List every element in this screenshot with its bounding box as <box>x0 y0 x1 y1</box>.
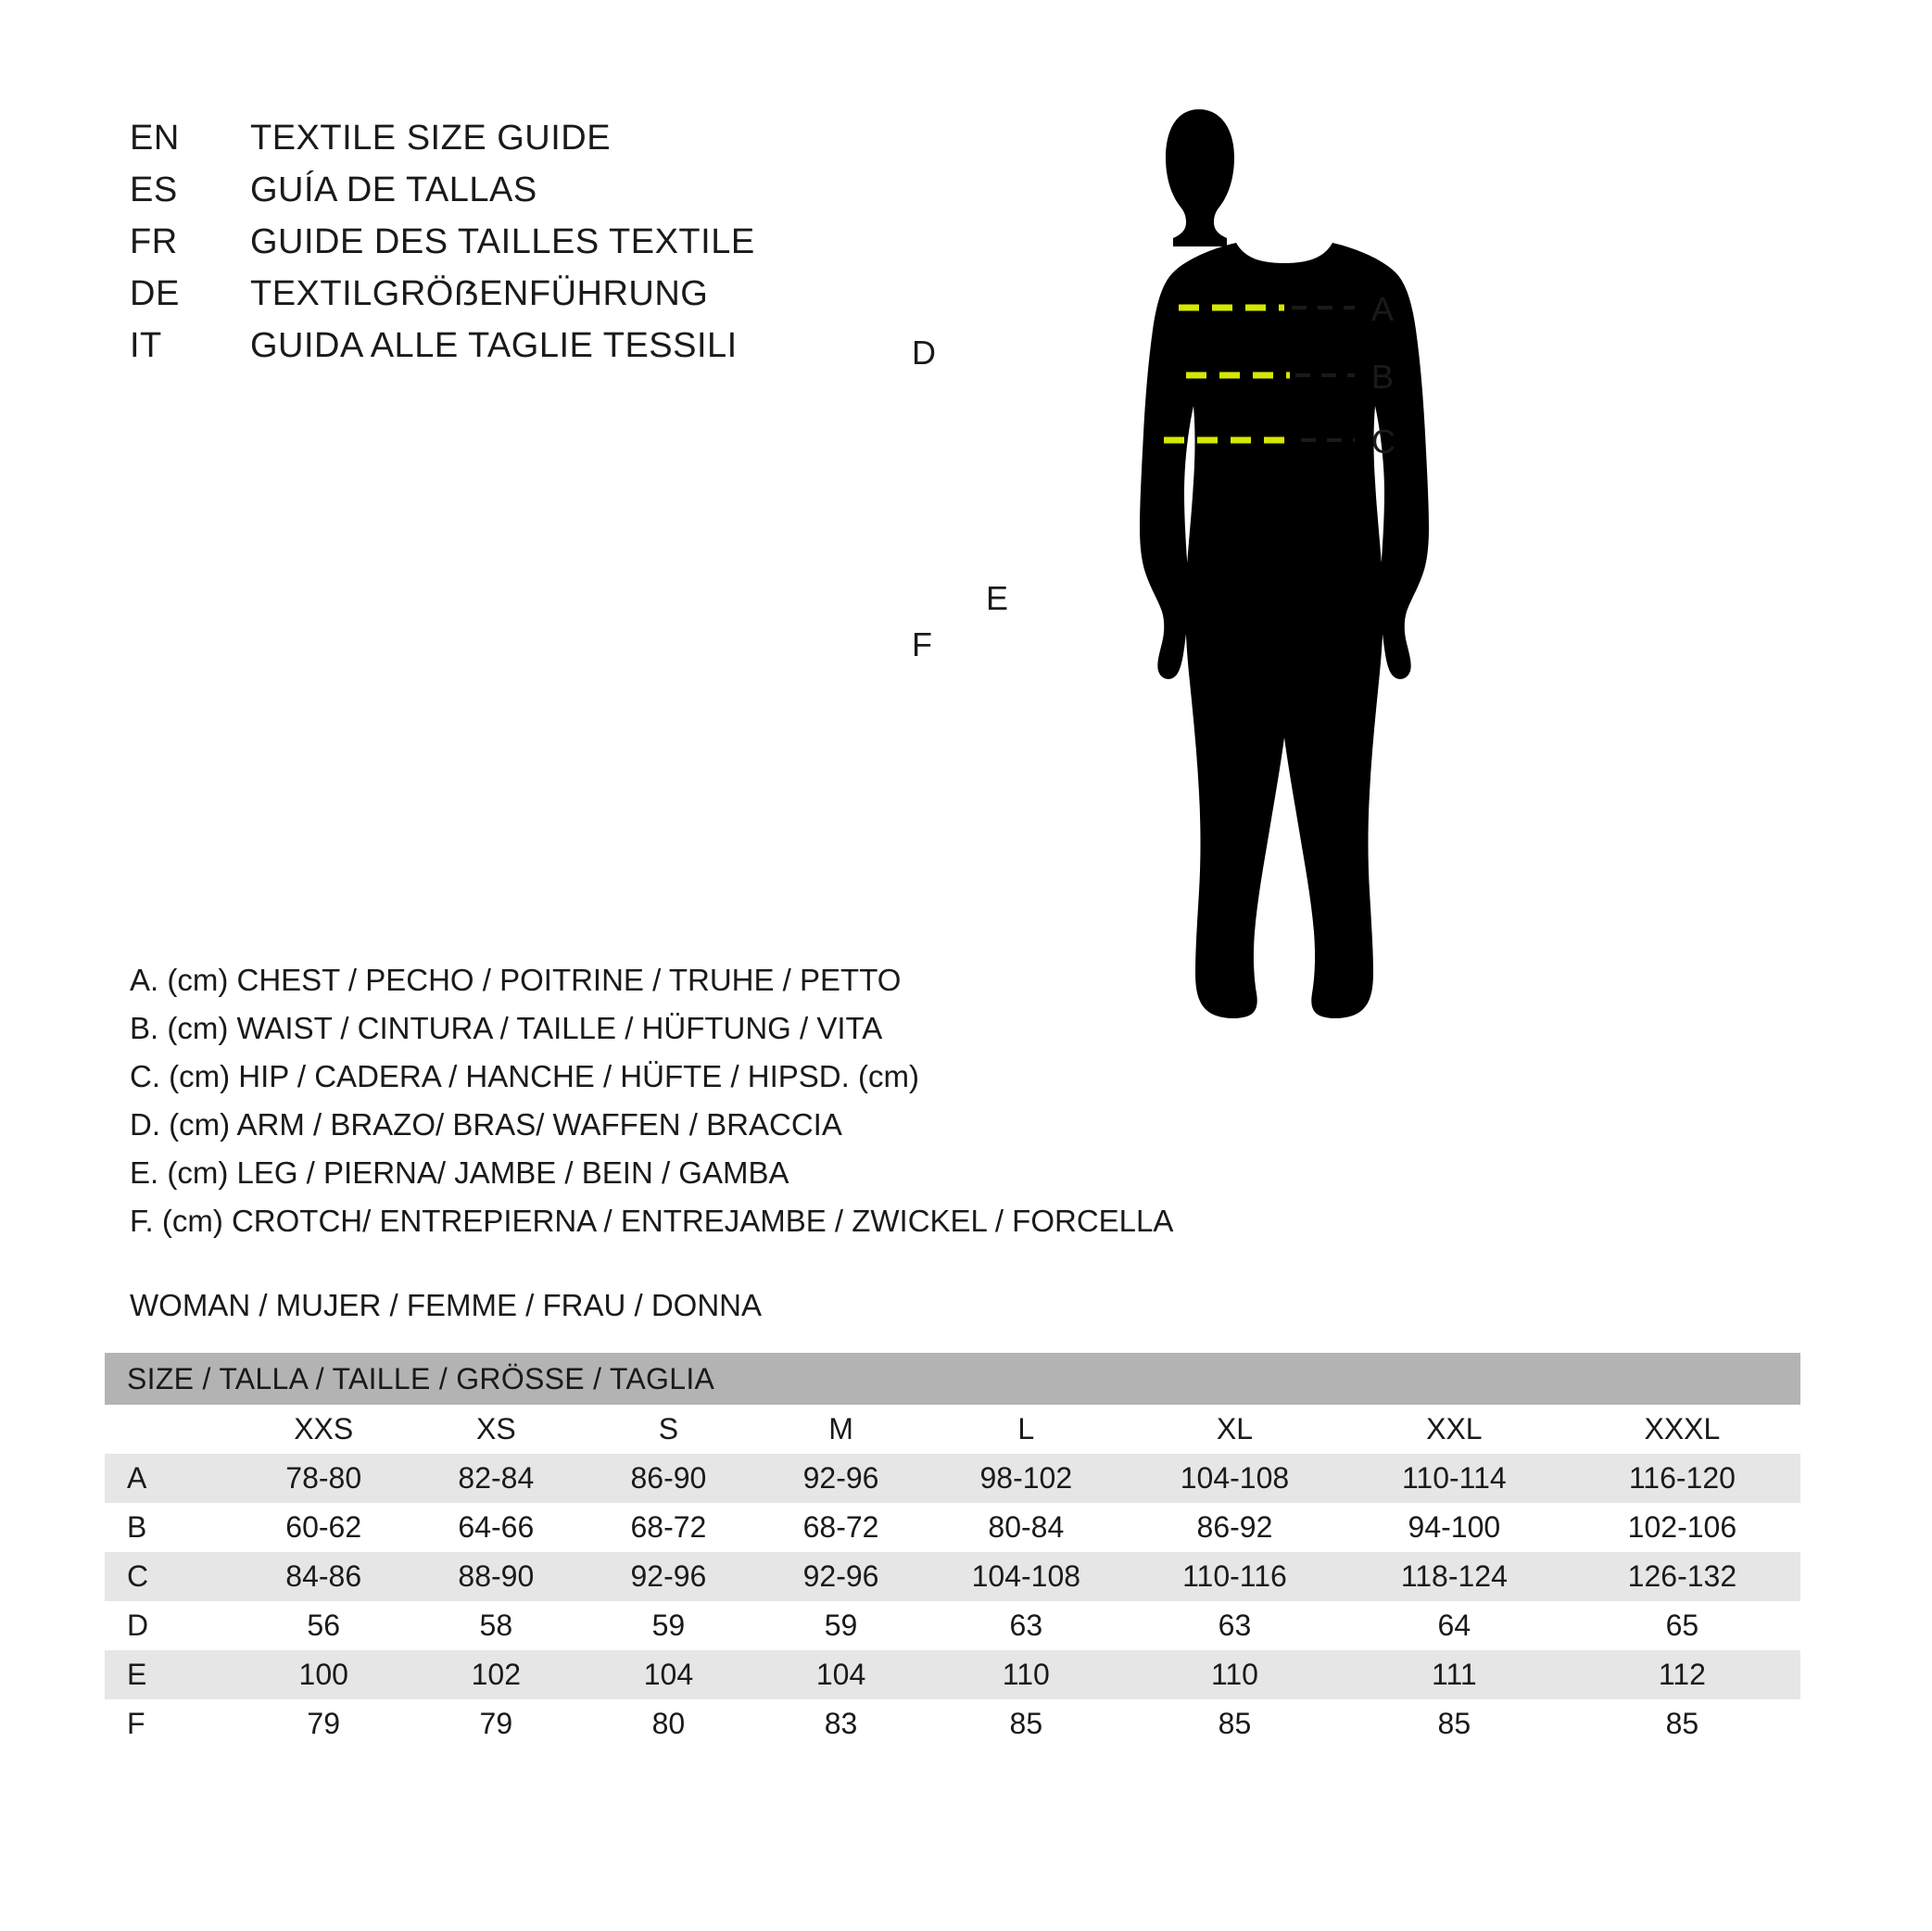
cell-b-l: 80-84 <box>988 1510 1065 1544</box>
cell-f-s: 80 <box>651 1707 686 1740</box>
cell-d-xs: 58 <box>479 1609 513 1642</box>
language-title-block <box>130 119 852 378</box>
cell-c-l: 104-108 <box>971 1559 1081 1593</box>
legend-item-f: F. (cm) CROTCH/ ENTREPIERNA / ENTREJAMBE / ZWICKEL / FORCELLA <box>130 1204 1174 1238</box>
cell-c-xxxl: 126-132 <box>1627 1559 1737 1593</box>
cell-d-xxxl: 65 <box>1665 1609 1699 1642</box>
cell-f-xs: 79 <box>479 1707 513 1740</box>
table-header-xs: XS <box>410 1405 582 1454</box>
cell-c-xl: 110-116 <box>1182 1559 1287 1593</box>
cell-c-xs: 88-90 <box>458 1559 535 1593</box>
language-title-fr: GUIDE DES TAILLES TEXTILE <box>250 222 755 261</box>
language-code-en: EN <box>130 119 180 158</box>
language-code-it: IT <box>130 326 162 365</box>
language-row <box>130 222 852 274</box>
cell-b-xxxl: 102-106 <box>1627 1510 1737 1544</box>
language-title-it: GUIDA ALLE TAGLIE TESSILI <box>250 326 738 365</box>
row-label-b: B <box>127 1510 147 1544</box>
cell-b-xs: 64-66 <box>458 1510 535 1544</box>
language-code-de: DE <box>130 274 180 313</box>
cell-a-s: 86-90 <box>630 1461 707 1495</box>
cell-e-xxs: 100 <box>298 1658 348 1691</box>
row-label-a: A <box>127 1461 147 1495</box>
cell-e-l: 110 <box>1002 1658 1050 1691</box>
gender-label: WOMAN / MUJER / FEMME / FRAU / DONNA <box>130 1288 762 1322</box>
cell-d-l: 63 <box>1009 1609 1043 1642</box>
language-title-de: TEXTILGRÖẞENFÜHRUNG <box>250 274 709 313</box>
legend-item-a: A. (cm) CHEST / PECHO / POITRINE / TRUHE / PETTO <box>130 963 902 997</box>
cell-d-xl: 63 <box>1218 1609 1252 1642</box>
table-header-m: M <box>754 1405 927 1454</box>
language-row <box>130 326 852 378</box>
cell-f-xxs: 79 <box>307 1707 340 1740</box>
cell-e-xxl: 111 <box>1432 1658 1477 1691</box>
table-row <box>105 1552 1800 1601</box>
table-row <box>105 1454 1800 1503</box>
legend-item-c: C. (cm) HIP / CADERA / HANCHE / HÜFTE / HIPSD. (cm) <box>130 1059 919 1093</box>
marker-label-a: A <box>1371 290 1395 328</box>
cell-e-xxxl: 112 <box>1658 1658 1706 1691</box>
marker-label-e: E <box>986 579 1009 617</box>
cell-a-xs: 82-84 <box>458 1461 535 1495</box>
row-label-f: F <box>127 1707 145 1740</box>
cell-e-xs: 102 <box>471 1658 522 1691</box>
language-title-es: GUÍA DE TALLAS <box>250 170 537 209</box>
table-caption-row <box>105 1353 1800 1405</box>
marker-label-c: C <box>1371 423 1395 461</box>
language-row <box>130 170 852 222</box>
table-header-l: L <box>928 1405 1125 1454</box>
cell-d-s: 59 <box>651 1609 686 1642</box>
cell-c-xxs: 84-86 <box>285 1559 362 1593</box>
size-table <box>105 1353 1800 1748</box>
table-row <box>105 1601 1800 1650</box>
woman-silhouette-icon <box>1140 109 1429 1018</box>
cell-f-xl: 85 <box>1218 1707 1252 1740</box>
table-header-xxs: XXS <box>237 1405 410 1454</box>
cell-e-xl: 110 <box>1210 1658 1258 1691</box>
cell-a-xxxl: 116-120 <box>1628 1461 1736 1495</box>
cell-e-s: 104 <box>643 1658 694 1691</box>
legend-list <box>130 956 1223 1245</box>
marker-label-f: F <box>912 625 932 663</box>
cell-d-m: 59 <box>824 1609 858 1642</box>
cell-b-m: 68-72 <box>802 1510 879 1544</box>
language-row <box>130 274 852 326</box>
language-title-en: TEXTILE SIZE GUIDE <box>250 119 612 158</box>
language-code-es: ES <box>130 170 178 209</box>
cell-d-xxs: 56 <box>307 1609 340 1642</box>
cell-b-xxs: 60-62 <box>285 1510 362 1544</box>
table-header-blank <box>105 1405 237 1454</box>
cell-f-l: 85 <box>1009 1707 1043 1740</box>
cell-a-xxs: 78-80 <box>285 1461 362 1495</box>
cell-f-xxl: 85 <box>1437 1707 1471 1740</box>
table-header-row <box>105 1405 1800 1454</box>
row-label-d: D <box>127 1609 149 1642</box>
language-row <box>130 119 852 170</box>
cell-c-s: 92-96 <box>630 1559 707 1593</box>
cell-f-m: 83 <box>824 1707 858 1740</box>
legend-item-e: E. (cm) LEG / PIERNA/ JAMBE / BEIN / GAMBA <box>130 1155 789 1190</box>
table-row <box>105 1699 1800 1748</box>
cell-a-xxl: 110-114 <box>1402 1461 1507 1495</box>
language-code-fr: FR <box>130 222 178 261</box>
cell-b-xxl: 94-100 <box>1408 1510 1501 1544</box>
cell-e-m: 104 <box>815 1658 866 1691</box>
legend-item-b: B. (cm) WAIST / CINTURA / TAILLE / HÜFTUNG / VITA <box>130 1011 883 1045</box>
cell-c-m: 92-96 <box>802 1559 879 1593</box>
cell-a-m: 92-96 <box>802 1461 879 1495</box>
cell-d-xxl: 64 <box>1437 1609 1471 1642</box>
table-header-xl: XL <box>1125 1405 1345 1454</box>
cell-c-xxl: 118-124 <box>1400 1559 1508 1593</box>
table-header-xxl: XXL <box>1345 1405 1564 1454</box>
table-header-xxxl: XXXL <box>1564 1405 1800 1454</box>
marker-label-b: B <box>1371 358 1395 396</box>
cell-a-xl: 104-108 <box>1180 1461 1290 1495</box>
table-row <box>105 1650 1800 1699</box>
cell-b-s: 68-72 <box>630 1510 707 1544</box>
table-caption: SIZE / TALLA / TAILLE / GRÖSSE / TAGLIA <box>105 1353 1800 1405</box>
cell-f-xxxl: 85 <box>1665 1707 1699 1740</box>
marker-label-d: D <box>912 334 936 372</box>
cell-a-l: 98-102 <box>979 1461 1073 1495</box>
cell-b-xl: 86-92 <box>1196 1510 1273 1544</box>
legend-item-d: D. (cm) ARM / BRAZO/ BRAS/ WAFFEN / BRACCIA <box>130 1107 842 1142</box>
row-label-e: E <box>127 1658 147 1691</box>
table-row <box>105 1503 1800 1552</box>
table-header-s: S <box>582 1405 754 1454</box>
row-label-c: C <box>127 1559 149 1593</box>
